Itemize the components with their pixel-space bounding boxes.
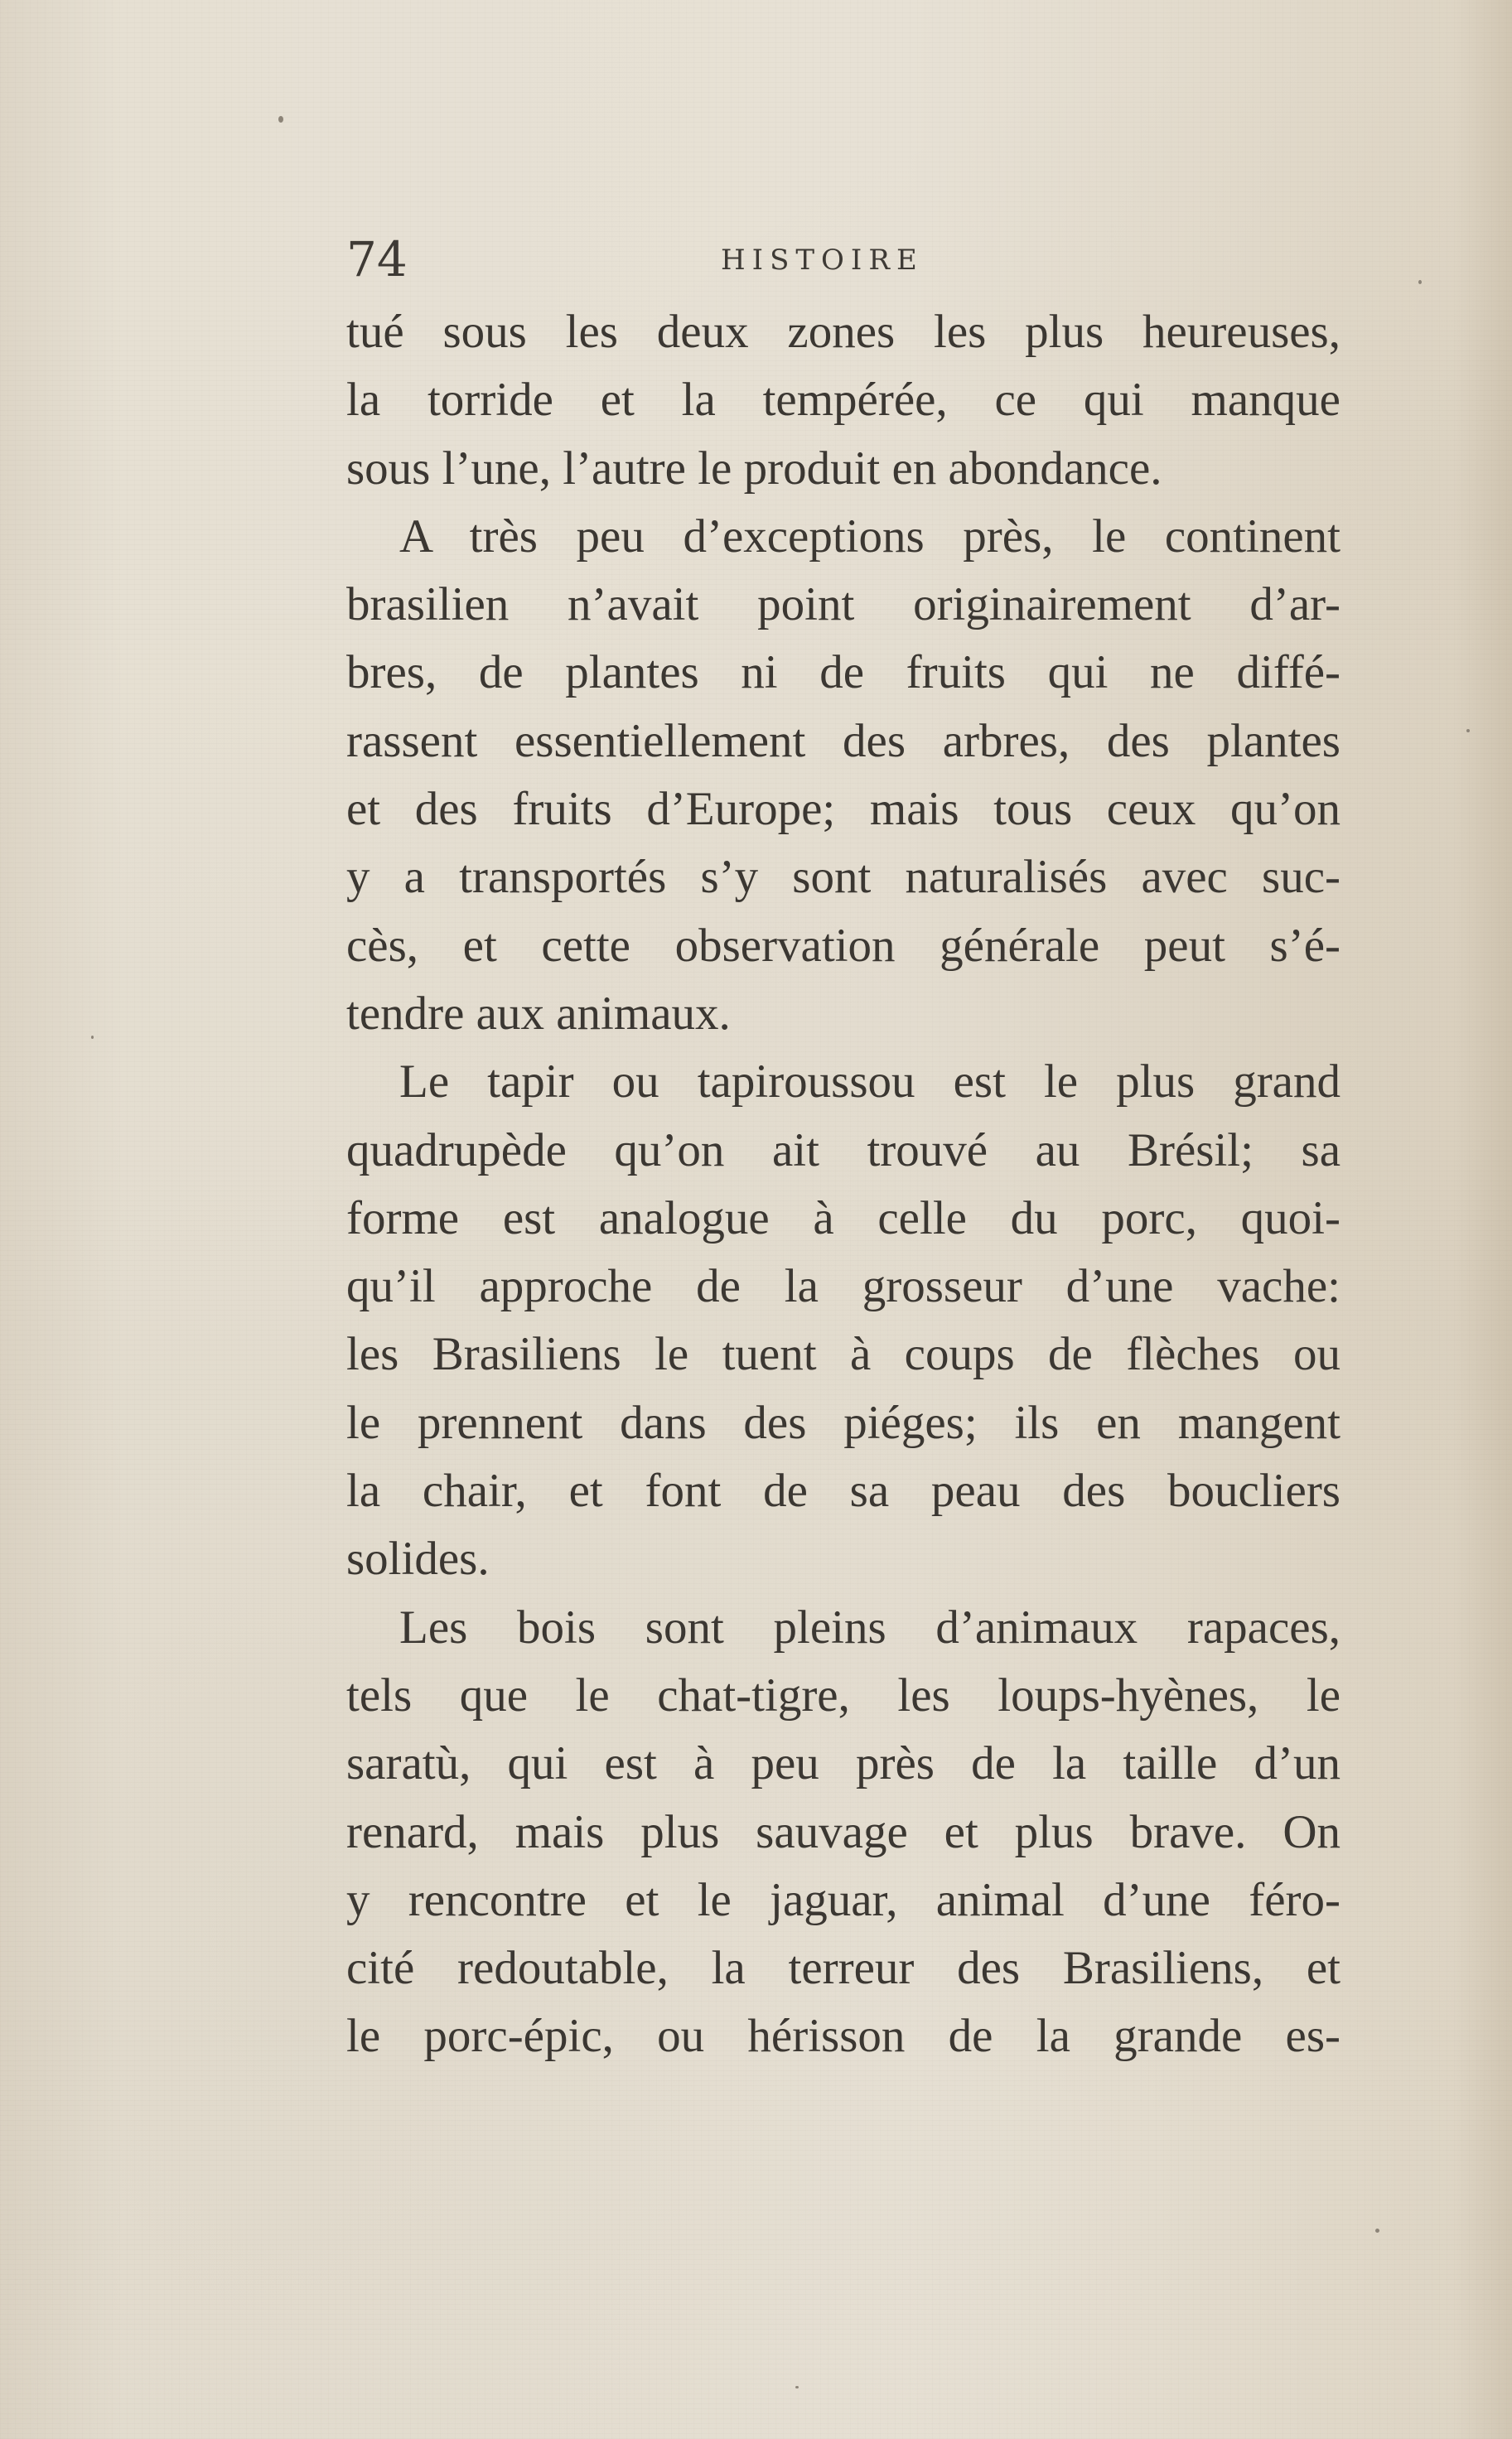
- paragraph-start-line: Le tapir ou tapiroussou est le plus grand: [399, 1055, 1341, 1108]
- text-line: saratù, qui est à peu près de la taille d’un: [346, 1737, 1341, 1790]
- text-line: tels que le chat-tigre, les loups-hyènes, le: [346, 1669, 1341, 1722]
- paper-speck: [91, 1036, 94, 1039]
- text-line: cité redoutable, la terreur des Brasiliens, et: [346, 1942, 1341, 1995]
- text-line: sous l’une, l’autre le produit en abondance.: [346, 442, 1162, 495]
- paper-speck: [1375, 2229, 1379, 2233]
- page-edge-shadow: [1454, 0, 1512, 2439]
- paper-speck: [1466, 729, 1470, 732]
- text-line: qu’il approche de la grosseur d’une vache:: [346, 1260, 1341, 1313]
- text-line: y a transportés s’y sont naturalisés avec suc-: [346, 851, 1341, 904]
- page-number: 74: [346, 231, 408, 287]
- paper-speck: [278, 116, 283, 123]
- text-line: et des fruits d’Europe; mais tous ceux qu’on: [346, 783, 1341, 836]
- text-line: forme est analogue à celle du porc, quoi-: [346, 1191, 1341, 1244]
- text-line: renard, mais plus sauvage et plus brave. On: [346, 1805, 1341, 1858]
- text-line: brasilien n’avait point originairement d’ar-: [346, 578, 1341, 631]
- text-line: tendre aux animaux.: [346, 987, 731, 1040]
- paper-speck: [795, 2386, 799, 2388]
- paragraph-start-line: A très peu d’exceptions près, le continent: [399, 510, 1341, 563]
- text-line: bres, de plantes ni de fruits qui ne diffé-: [346, 646, 1341, 699]
- text-line: quadrupède qu’on ait trouvé au Brésil; sa: [346, 1123, 1341, 1176]
- paragraph-start-line: Les bois sont pleins d’animaux rapaces,: [399, 1601, 1341, 1654]
- text-line: la chair, et font de sa peau des boucliers: [346, 1465, 1341, 1518]
- text-line: solides.: [346, 1533, 490, 1586]
- page-header: [346, 222, 1341, 297]
- text-line: rassent essentiellement des arbres, des plantes: [346, 714, 1341, 767]
- text-line: cès, et cette observation générale peut s’é-: [346, 919, 1341, 972]
- body-text: [346, 298, 1341, 2071]
- text-line: le porc-épic, ou hérisson de la grande es-: [346, 2010, 1341, 2063]
- text-line: la torride et la tempérée, ce qui manque: [346, 374, 1341, 427]
- text-line: tué sous les deux zones les plus heureuses,: [346, 306, 1341, 358]
- text-line: le prennent dans des piéges; ils en mangent: [346, 1396, 1341, 1449]
- paper-speck: [1418, 280, 1422, 284]
- text-line: y rencontre et le jaguar, animal d’une féro-: [346, 1873, 1341, 1926]
- text-line: les Brasiliens le tuent à coups de flèches ou: [346, 1328, 1341, 1381]
- running-head: HISTOIRE: [721, 244, 924, 277]
